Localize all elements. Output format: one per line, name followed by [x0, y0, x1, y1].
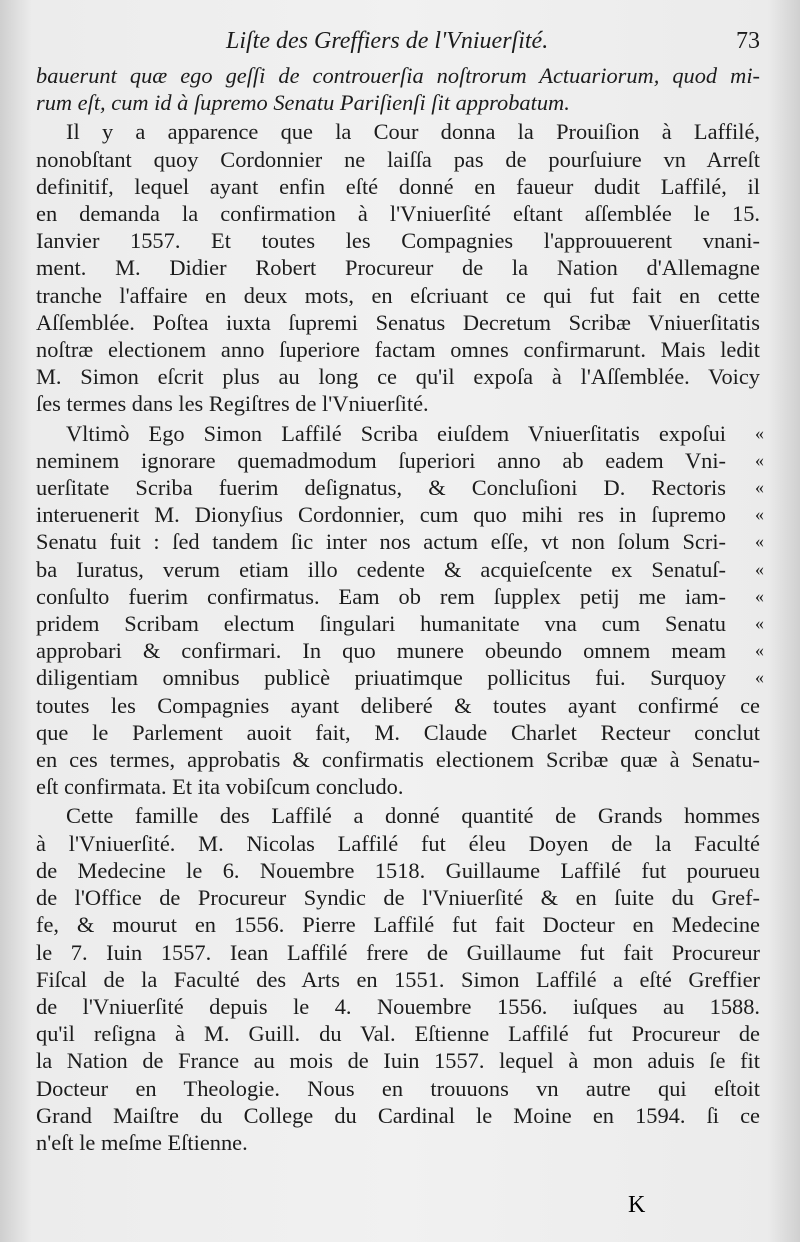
paragraph: [36, 420, 764, 801]
text-line: rum eſt, cum id à ſupremo Senatu Pariſienſi ſit approbatum.: [36, 90, 570, 116]
text-line: Senatu fuit : ſed tandem ſic inter nos actum eſſe, vt non ſolum Scri-: [36, 529, 726, 555]
text-line: tranche l'affaire en deux mots, en eſcriuant ce qui fut fait en cette: [36, 282, 760, 308]
quoted-line: [36, 474, 764, 501]
quotation-mark: «: [755, 558, 764, 579]
text-line: en ces termes, approbatis & confirmatis electionem Scribæ quæ à Senatu-: [36, 747, 760, 773]
quoted-line: [36, 583, 764, 610]
text-line: neminem ignorare quemadmodum ſuperiori anno ab eadem Vni-: [36, 447, 726, 473]
quotation-mark: «: [755, 640, 764, 661]
text-line: M. Simon eſcrit plus au long ce qu'il expoſa à l'Aſſemblée. Voicy: [36, 364, 760, 390]
quotation-mark: «: [755, 449, 764, 470]
text-line: que le Parlement auoit fait, M. Claude Charlet Recteur conclut: [36, 719, 760, 745]
text-line: ment. M. Didier Robert Procureur de la Nation d'Allemagne: [36, 255, 760, 281]
text-line: toutes les Compagnies ayant deliberé & toutes ayant confirmé ce: [36, 692, 760, 718]
text-line: approbari & confirmari. In quo munere obeundo omnem meam: [36, 638, 726, 664]
text-line: Ianvier 1557. Et toutes les Compagnies l'approuuerent vnani-: [36, 228, 760, 254]
page-number: 73: [736, 28, 760, 54]
text-line: Cette famille des Laffilé a donné quantité de Grands hommes: [66, 803, 760, 829]
text-line: interuenerit M. Dionyſius Cordonnier, cum quo mihi res in ſupremo: [36, 502, 726, 528]
quotation-mark: «: [755, 504, 764, 525]
text-line: definitif, lequel ayant enfin eſté donné en faueur dudit Laffilé, il: [36, 173, 760, 199]
text-line: le 7. Iuin 1557. Iean Laffilé frere de Guillaume fut fait Procureur: [36, 939, 760, 965]
text-line: de l'Office de Procureur Syndic de l'Vniuerſité & en ſuite du Gref-: [36, 885, 760, 911]
text-line: conſulto fuerim confirmatus. Eam ob rem ſupplex petij me iam-: [36, 583, 726, 609]
text-line: ba Iuratus, verum etiam illo cedente & acquieſcente ex Senatuſ-: [36, 556, 726, 582]
text-line: n'eſt le meſme Eſtienne.: [36, 1129, 248, 1155]
text-line: eſt confirmata. Et ita vobiſcum concludo.: [36, 774, 404, 800]
catchword: K: [628, 1192, 646, 1218]
quoted-line: [36, 501, 764, 528]
text-line: diligentiam omnibus publicè priuatimque pollicitus fui. Surquoy: [36, 665, 726, 691]
paragraph: [36, 62, 760, 116]
text-line: pridem Scribam electum ſingulari humanitate vna cum Senatu: [36, 611, 726, 637]
text-line: ſes termes dans les Regiſtres de l'Vniuerſité.: [36, 391, 429, 417]
text-line: fe, & mourut en 1556. Pierre Laffilé fut fait Docteur en Medecine: [36, 912, 760, 938]
text-line: uerſitate Scriba fuerim deſignatus, & Concluſioni D. Rectoris: [36, 475, 726, 501]
text-line: la Nation de France au mois de Iuin 1557. lequel à mon aduis ſe fit: [36, 1048, 760, 1074]
quoted-line: [36, 528, 764, 555]
text-line: Aſſemblée. Poſtea iuxta ſupremi Senatus Decretum Scribæ Vniuerſitatis: [36, 309, 760, 335]
quotation-mark: «: [755, 667, 764, 688]
running-title: Liſte des Greffiers de l'Vniuerſité.: [226, 28, 549, 54]
quoted-line: [36, 664, 764, 691]
text-line: de Medecine le 6. Nouembre 1518. Guillaume Laffilé fut pourueu: [36, 857, 760, 883]
quoted-line: [36, 610, 764, 637]
quoted-line: [36, 637, 764, 664]
text-line: Grand Maiſtre du College du Cardinal le Moine en 1594. ſi ce: [36, 1102, 760, 1128]
quotation-mark: «: [755, 613, 764, 634]
quotation-mark: «: [755, 422, 764, 443]
text-line: Vltimò Ego Simon Laffilé Scriba eiuſdem Vniuerſitatis expoſui: [66, 420, 726, 446]
quoted-line: [36, 420, 764, 447]
text-line: à l'Vniuerſité. M. Nicolas Laffilé fut éleu Doyen de la Faculté: [36, 830, 760, 856]
paragraph: [36, 802, 760, 1156]
quotation-mark: «: [755, 531, 764, 552]
quotation-mark: «: [755, 477, 764, 498]
text-line: noſtræ electionem anno ſuperiore factam omnes confirmarunt. Mais ledit: [36, 337, 760, 363]
text-line: Il y a apparence que la Cour donna la Prouiſion à Laffilé,: [66, 119, 760, 145]
body-text: [36, 62, 764, 1158]
quoted-line: [36, 447, 764, 474]
text-line: qu'il reſigna à M. Guill. du Val. Eſtienne Laffilé fut Procureur de: [36, 1021, 760, 1047]
text-line: nonobſtant quoy Cordonnier ne laiſſa pas de pourſuiure vn Arreſt: [36, 146, 760, 172]
text-line: Docteur en Theologie. Nous en trouuons vn autre qui eſtoit: [36, 1075, 760, 1101]
quotation-mark: «: [755, 585, 764, 606]
text-line: en demanda la confirmation à l'Vniuerſité eſtant aſſemblée le 15.: [36, 201, 760, 227]
text-line: Fiſcal de la Faculté des Arts en 1551. Simon Laffilé a eſté Greffier: [36, 966, 760, 992]
text-line: bauerunt quæ ego geſſi de controuerſia noſtrorum Actuariorum, quod mi-: [36, 63, 760, 88]
running-head: [36, 28, 760, 62]
quoted-line: [36, 556, 764, 583]
paragraph: [36, 118, 760, 417]
text-line: de l'Vniuerſité depuis le 4. Nouembre 1556. iuſques au 1588.: [36, 993, 760, 1019]
